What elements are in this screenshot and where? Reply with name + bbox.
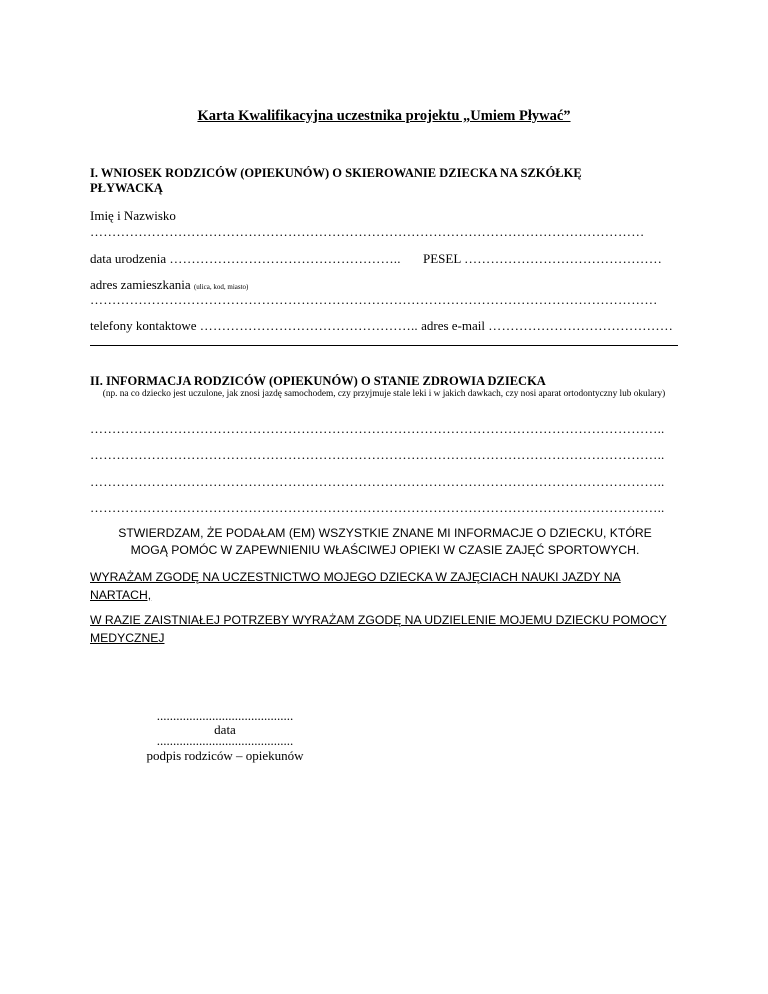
date-signature-line[interactable]: .......................................... [156, 708, 294, 723]
pesel-label: PESEL [423, 251, 461, 266]
name-field[interactable]: ……………………………………………………………………………………………………………… [90, 224, 645, 239]
section-divider [90, 345, 678, 346]
parent-signature-line[interactable]: .......................................... [156, 733, 294, 748]
consent-skiing: WYRAŻAM ZGODĘ NA UCZESTNICTWO MOJEGO DZIECKA W ZAJĘCIACH NAUKI JAZDY NA NARTACH, [90, 570, 621, 602]
phone-field[interactable]: ………………………………………….. [199, 318, 418, 333]
email-field[interactable]: …………………………………… [488, 318, 674, 333]
consent-medical: W RAZIE ZAISTNIAŁEJ POTRZEBY WYRAŻAM ZGODĘ NA UDZIELENIE MOJEMU DZIECKU POMOCY MEDYCZNEJ [90, 613, 667, 645]
health-line-1[interactable]: ………………………………………………………………………………………………………………….. [90, 421, 665, 436]
name-label: Imię i Nazwisko [90, 208, 176, 223]
address-field[interactable]: ………………………………………………………………………………………………………………… [90, 292, 658, 307]
email-label: adres e-mail [421, 318, 485, 333]
health-line-4[interactable]: ………………………………………………………………………………………………………………….. [90, 500, 665, 515]
address-label: adres zamieszkania [90, 277, 191, 292]
document-title: Karta Kwalifikacyjna uczestnika projektu „Umiem Pływać” [197, 108, 571, 124]
address-hint: (ulica, kod, miasto) [193, 283, 249, 291]
date-label: data [214, 722, 236, 737]
dob-label: data urodzenia [90, 251, 167, 266]
health-line-2[interactable]: ………………………………………………………………………………………………………………….. [90, 447, 665, 462]
address-label-row [90, 277, 248, 293]
phone-email-row [90, 318, 673, 334]
health-line-3[interactable]: ………………………………………………………………………………………………………………….. [90, 474, 665, 489]
section-1-heading: I. WNIOSEK RODZICÓW (OPIEKUNÓW) O SKIEROWANIE DZIECKA NA SZKÓŁKĘ PŁYWACKĄ [90, 166, 582, 195]
pesel-dots: ……………………………………… [464, 251, 663, 266]
dob-field[interactable] [90, 251, 401, 267]
parent-signature-label: podpis rodziców – opiekunów [146, 748, 304, 763]
statement-text: STWIERDZAM, ŻE PODAŁAM (EM) WSZYSTKIE ZNANE MI INFORMACJE O DZIECKU, KTÓRE MOGĄ POMÓC W ZAPEWNIENIU WŁAŚCIWEJ OPIEKI W CZASIE ZAJĘĆ SPORTOWYCH. [118, 526, 652, 557]
phone-label: telefony kontaktowe [90, 318, 197, 333]
section-2-heading: II. INFORMACJA RODZICÓW (OPIEKUNÓW) O STANIE ZDROWIA DZIECKA [90, 374, 546, 388]
health-info-note: (np. na co dziecko jest uczulone, jak znosi jazdę samochodem, czy przyjmuje stale leki i w jakich dawkach, czy nosi aparat ortodontyczny lub okulary) [102, 389, 666, 399]
dob-dots: …………………………………………….. [169, 251, 401, 266]
pesel-field[interactable] [423, 251, 662, 267]
